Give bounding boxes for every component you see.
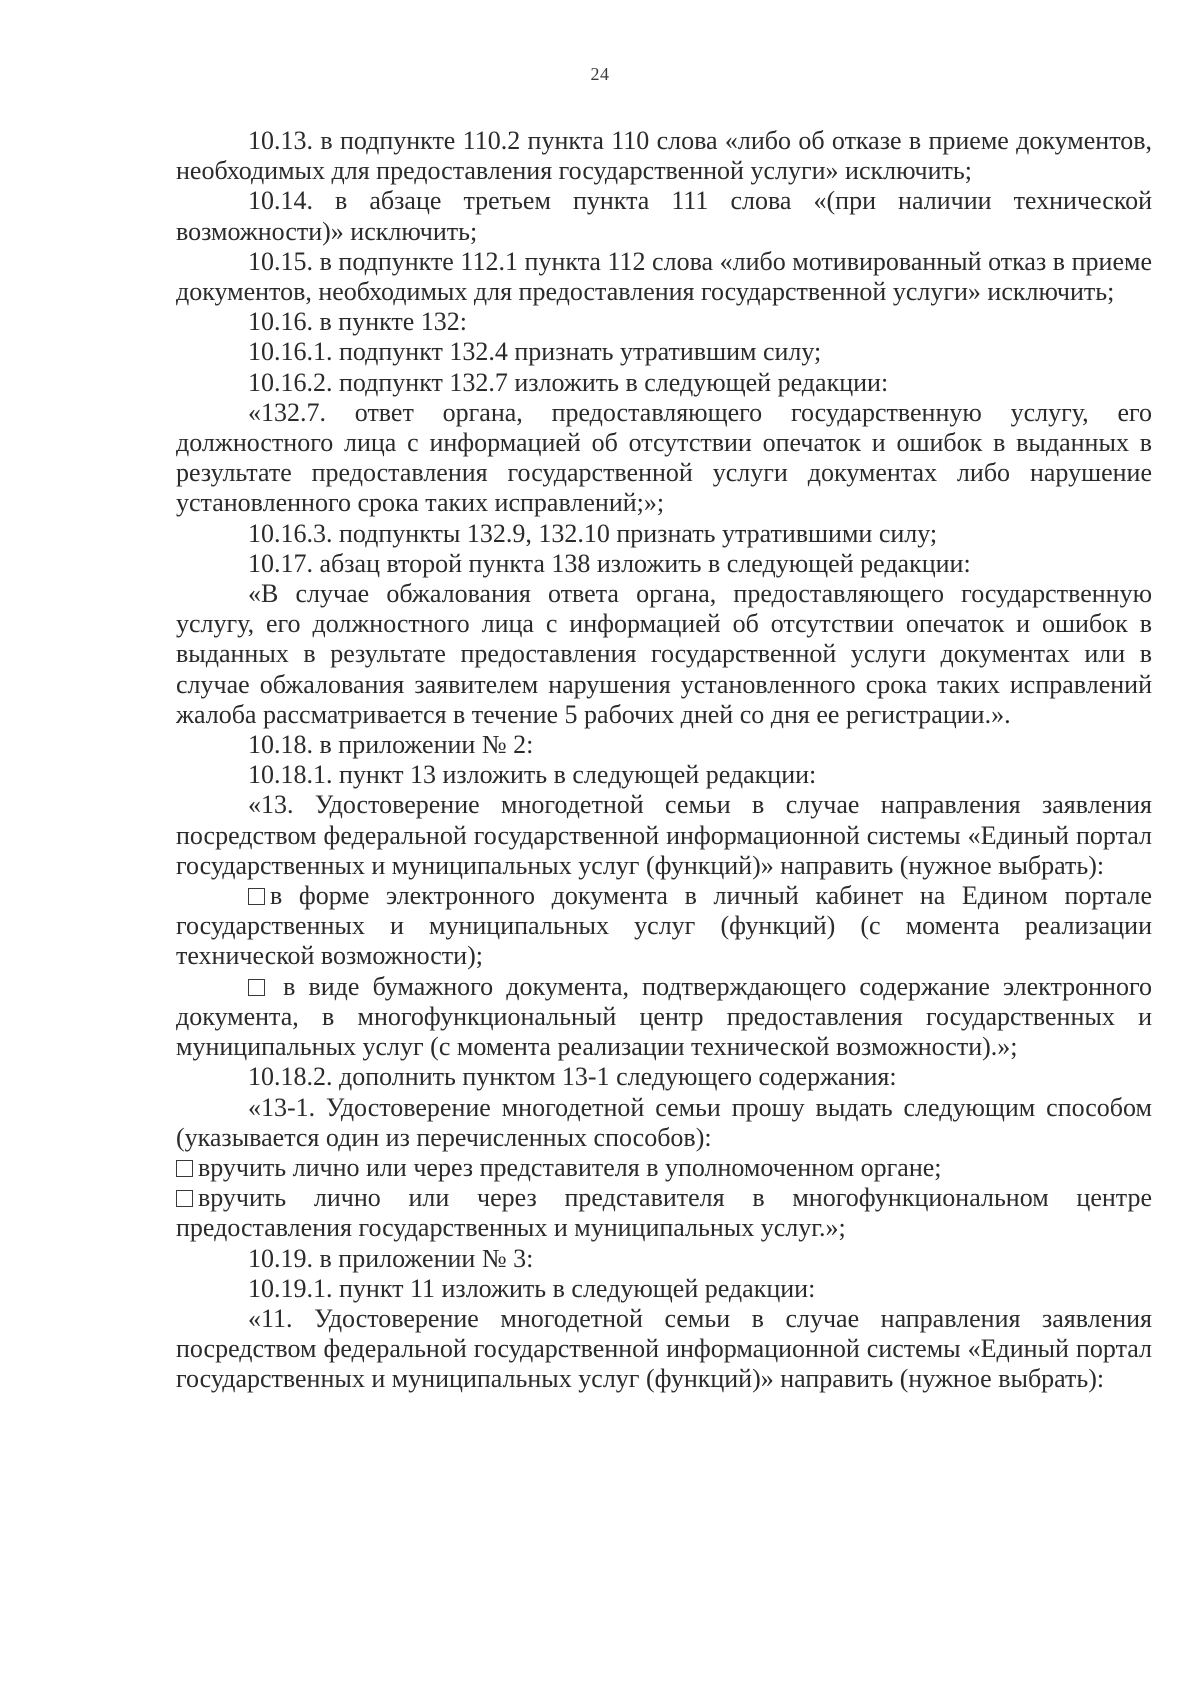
paragraph-10-18-1: 10.18.1. пункт 13 изложить в следующей редакции: [248,760,817,790]
checkbox-icon [248,888,265,905]
paragraph-10-16-2: 10.16.2. подпункт 132.7 изложить в следующей редакции: [248,367,889,397]
option-hand-mfc [176,1183,1152,1243]
option-paper-document [176,972,1152,1063]
paragraph-10-13: 10.13. в подпункте 110.2 пункта 110 слова «либо об отказе в приеме документов, необходимых для предоставления государственной услуги» исключить; [176,126,1152,186]
option-hand-mfc-text: вручить лично или через представителя в многофункциональном центре предоставления государственных и муниципальных услуг.»; [176,1183,1152,1243]
quote-132-7: «132.7. ответ органа, предоставляющего государственную услугу, его должностного лица с информацией об отсутствии опечаток и ошибок в выданных в результате предоставления государственной услуги документах либо нарушение установленного срока таких исправлений;»; [176,397,1152,518]
option-electronic-document [176,881,1152,972]
paragraph-10-19: 10.19. в приложении № 3: [248,1243,534,1273]
checkbox-icon [248,979,265,996]
document-body [176,126,1152,1395]
paragraph-10-18: 10.18. в приложении № 2: [248,730,534,760]
option-electronic-document-text: в форме электронного документа в личный кабинет на Едином портале государственных и муниципальных услуг (функций) (с момента реализации технической возможности); [176,881,1152,971]
paragraph-10-15: 10.15. в подпункте 112.1 пункта 112 слова «либо мотивированный отказ в приеме документов, необходимых для предоставления государственной услуги» исключить; [176,246,1152,307]
checkbox-icon [176,1160,193,1177]
option-paper-document-text: в виде бумажного документа, подтверждающего содержание электронного документа, в многофункциональный центр предоставления государственных и муниципальных услуг (с момента реализации технической возможности).»; [176,971,1152,1062]
paragraph-10-16-3: 10.16.3. подпункты 132.9, 132.10 признать утратившими силу; [248,518,938,548]
paragraph-10-18-2: 10.18.2. дополнить пунктом 13-1 следующего содержания: [248,1062,897,1092]
paragraph-10-19-1: 10.19.1. пункт 11 изложить в следующей редакции: [248,1273,816,1303]
quote-13-1: «13-1. Удостоверение многодетной семьи прошу выдать следующим способом (указывается один из перечисленных способов): [176,1092,1152,1152]
option-hand-authorized-body [176,1153,1152,1183]
quote-138: «В случае обжалования ответа органа, предоставляющего государственную услугу, его должностного лица с информацией об отсутствии опечаток и ошибок в выданных в результате предоставления государственной услуги документах или в случае обжалования заявителем нарушения установленного срока таких исправлений жалоба рассматривается в течение 5 рабочих дней со дня ее регистрации.». [176,579,1152,729]
paragraph-10-17: 10.17. абзац второй пункта 138 изложить в следующей редакции: [248,548,971,578]
paragraph-10-16-1: 10.16.1. подпункт 132.4 признать утратившим силу; [248,337,822,367]
checkbox-icon [176,1190,193,1207]
paragraph-10-14: 10.14. в абзаце третьем пункта 111 слова «(при наличии технической возможности)» исключить; [176,186,1152,246]
paragraph-10-16: 10.16. в пункте 132: [248,307,468,337]
option-hand-authorized-body-text: вручить лично или через представителя в уполномоченном органе; [198,1152,942,1182]
quote-11: «11. Удостоверение многодетной семьи в случае направления заявления посредством федеральной государственной информационной системы «Единый портал государственных и муниципальных услуг (функций)» направить (нужное выбрать): [176,1303,1152,1394]
quote-13: «13. Удостоверение многодетной семьи в случае направления заявления посредством федеральной государственной информационной системы «Единый портал государственных и муниципальных услуг (функций)» направить (нужное выбрать): [176,790,1152,880]
page-number: 24 [590,64,610,84]
